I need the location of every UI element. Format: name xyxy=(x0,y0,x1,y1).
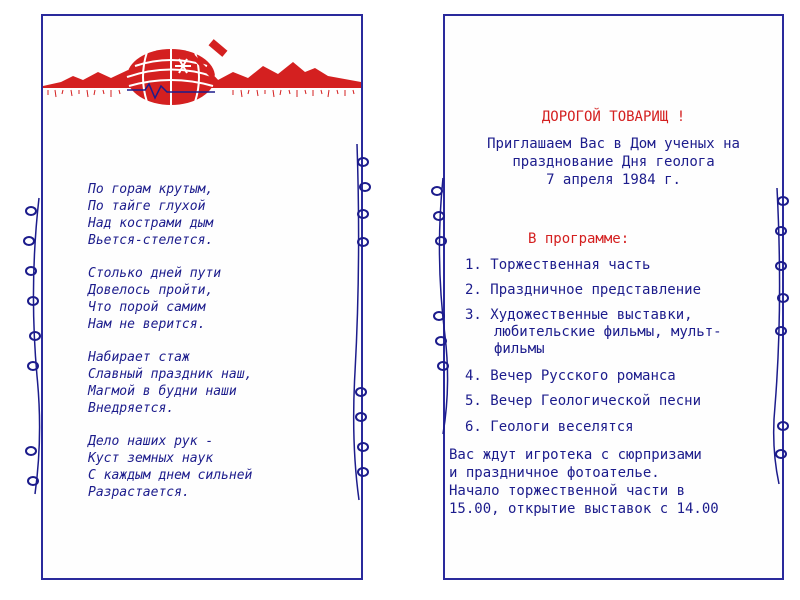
program-item xyxy=(465,419,634,436)
poem-line: Нам не верится. xyxy=(88,317,206,332)
poem-line: Столько дней пути xyxy=(88,266,222,281)
footer-line: Вас ждут игротека с сюрпризами xyxy=(449,447,702,463)
program-item xyxy=(465,257,650,274)
invitation-line: празднование Дня геолога xyxy=(512,154,715,170)
poem-line: Славный праздник наш, xyxy=(88,367,253,382)
program-item-text: Вечер Русского романса xyxy=(490,368,676,384)
poem-line: Довелось пройти, xyxy=(88,283,214,298)
poem-stanza xyxy=(88,433,358,501)
poem-line: По горам крутым, xyxy=(88,182,214,197)
willow-branch-decoration-left xyxy=(429,176,459,436)
poem-line: Разрастается. xyxy=(88,485,190,500)
program-item-number: 1. xyxy=(465,257,482,273)
poem-line: По тайге глухой xyxy=(88,199,206,214)
program-item-continuation: любительские фильмы, мульт- xyxy=(494,324,722,340)
poem-stanza xyxy=(88,349,358,417)
left-page xyxy=(41,14,363,580)
program-item-continuation: фильмы xyxy=(494,341,545,357)
program-item-text: Торжественная часть xyxy=(490,257,651,273)
program-item-text: Праздничное представление xyxy=(490,282,702,298)
invitation-line: Приглашаем Вас в Дом ученых на xyxy=(487,136,740,152)
footer-info xyxy=(449,446,719,518)
program-item xyxy=(465,307,693,324)
poem-line: Магмой в будни наши xyxy=(88,384,237,399)
invitation-date: 7 апреля 1984 г. xyxy=(546,172,681,188)
poem-line: Внедряется. xyxy=(88,401,175,416)
right-page xyxy=(443,14,784,580)
program-item-text: Художественные выставки, xyxy=(490,307,693,323)
program-item-text: Вечер Геологической песни xyxy=(490,393,702,409)
poem xyxy=(88,181,358,517)
globe-emblem xyxy=(127,49,215,105)
willow-branch-decoration-right xyxy=(761,186,795,486)
program-item-number: 6. xyxy=(465,419,482,435)
footer-line: и праздничное фотоателье. xyxy=(449,465,660,481)
program-item xyxy=(465,368,676,385)
willow-branch-decoration-left xyxy=(21,196,51,496)
program-item-number: 3. xyxy=(465,307,482,323)
program-item xyxy=(465,393,701,410)
poem-line: Вьется-стелется. xyxy=(88,233,214,248)
program-title: В программе: xyxy=(528,231,630,247)
footer-line: 15.00, открытие выставок с 14.00 xyxy=(449,501,719,517)
poem-line: Что порой самим xyxy=(88,300,206,315)
program-item-text: Геологи веселятся xyxy=(490,419,634,435)
poem-line: Над кострами дым xyxy=(88,216,214,231)
greeting-heading: ДОРОГОЙ ТОВАРИЩ ! xyxy=(541,109,686,125)
program-item-number: 5. xyxy=(465,393,482,409)
geology-emblem-illustration xyxy=(43,42,361,112)
program-item-number: 2. xyxy=(465,282,482,298)
poem-stanza xyxy=(88,265,358,333)
poem-line: С каждым днем сильней xyxy=(88,468,253,483)
program-item-number: 4. xyxy=(465,368,482,384)
invitation-text xyxy=(445,135,782,189)
poem-line: Набирает стаж xyxy=(88,350,190,365)
footer-line: Начало торжественной части в xyxy=(449,483,686,499)
poem-line: Дело наших рук - xyxy=(88,434,214,449)
poem-stanza xyxy=(88,181,358,249)
poem-line: Куст земных наук xyxy=(88,451,214,466)
program-item xyxy=(465,282,701,299)
